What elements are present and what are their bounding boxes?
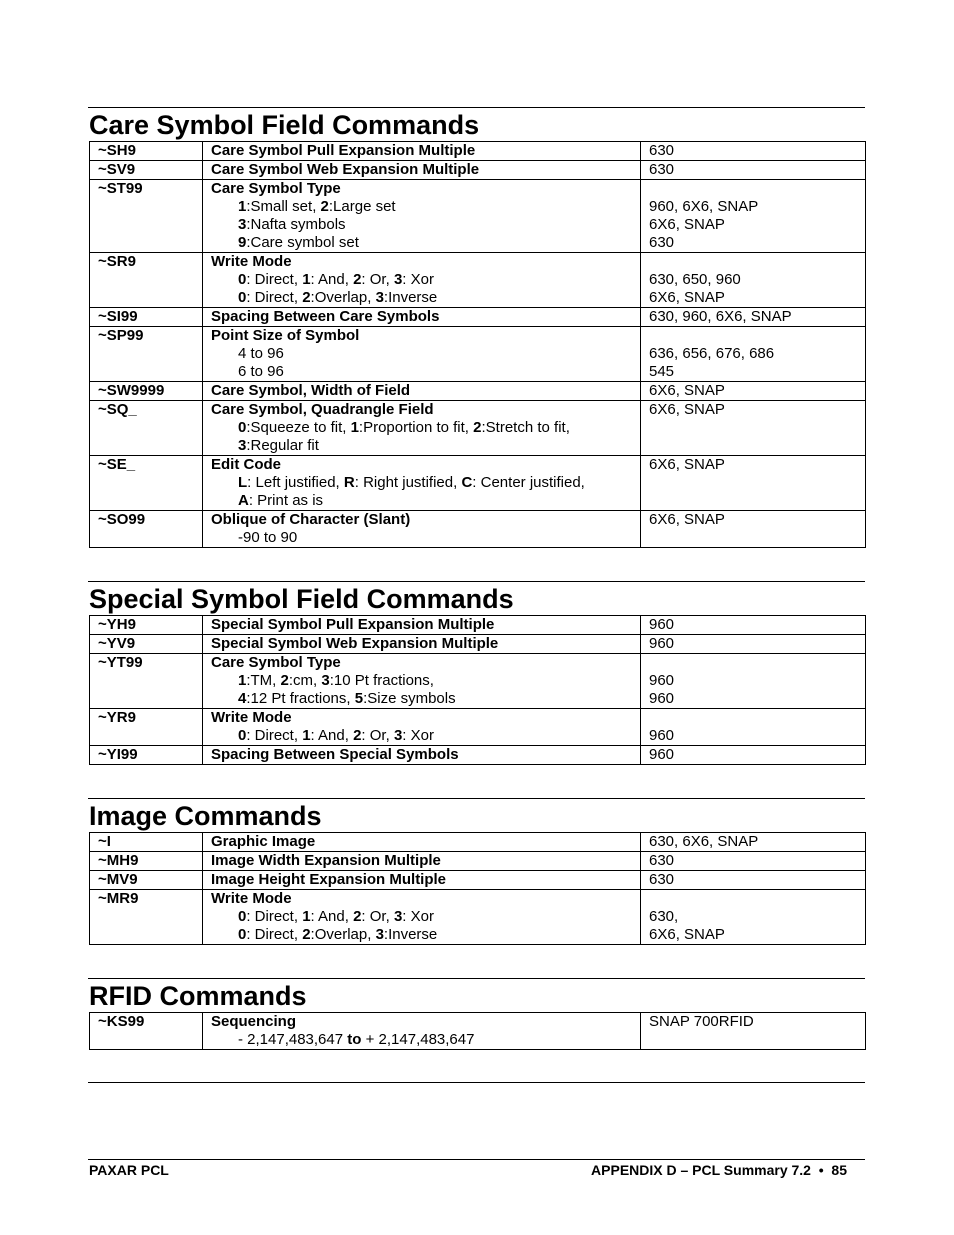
bold-text: 3: [393, 271, 403, 288]
bold-text: 0: [238, 289, 247, 306]
command-title: [211, 833, 632, 851]
text: 6 to 96: [238, 363, 284, 380]
bold-text: 0: [238, 926, 247, 943]
printer-models: [641, 253, 866, 308]
command-title: [211, 871, 632, 889]
command-description: [203, 456, 641, 511]
command-option-line: [211, 529, 632, 547]
bold-text: 0: [238, 908, 247, 925]
model-list-line: 636, 656, 676, 686: [649, 345, 775, 362]
bold-text: to: [347, 1031, 362, 1048]
text: : Right justified,: [354, 474, 462, 491]
bold-text: Sequencing: [211, 1013, 297, 1030]
command-code: ~SP99: [90, 327, 203, 382]
text: :Care symbol set: [246, 234, 359, 251]
command-option-line: [211, 216, 632, 234]
text: -90 to 90: [238, 529, 298, 546]
bold-text: Image Height Expansion Multiple: [211, 871, 447, 888]
command-table: [89, 1012, 866, 1050]
command-description: [203, 161, 641, 180]
bold-text: 1: [302, 908, 311, 925]
bold-text: 0: [238, 271, 247, 288]
bold-text: Spacing Between Special Symbols: [211, 746, 459, 763]
command-option-line: [211, 363, 632, 381]
special-symbol-section: [89, 583, 865, 765]
command-title: [211, 456, 632, 474]
bold-text: 3: [238, 216, 247, 233]
text: + 2,147,483,647: [361, 1031, 475, 1048]
command-description: [203, 308, 641, 327]
command-title: [211, 852, 632, 870]
command-code: ~KS99: [90, 1013, 203, 1050]
bold-text: Oblique of Character (Slant): [211, 511, 411, 528]
text: :TM,: [246, 672, 281, 689]
text: : Xor: [402, 727, 434, 744]
command-row: [90, 616, 866, 635]
text: : Direct,: [246, 926, 303, 943]
bold-text: 9: [238, 234, 247, 251]
command-title: [211, 746, 632, 764]
command-description: [203, 635, 641, 654]
command-description: [203, 709, 641, 746]
command-title: [211, 635, 632, 653]
command-row: [90, 308, 866, 327]
text: : Print as is: [248, 492, 324, 509]
model-list-line: 6X6, SNAP: [649, 926, 725, 943]
command-row: [90, 746, 866, 765]
command-title: [211, 511, 632, 529]
rfid-commands-section: [89, 980, 865, 1050]
bold-text: 4: [238, 690, 247, 707]
bold-text: 2: [353, 271, 362, 288]
command-code: ~SR9: [90, 253, 203, 308]
bold-text: 2: [320, 198, 329, 215]
text: : Xor: [402, 908, 434, 925]
text: :12 Pt fractions,: [246, 690, 355, 707]
bold-text: Edit Code: [211, 456, 281, 473]
command-description: [203, 890, 641, 945]
model-list-line: [649, 654, 857, 672]
printer-models: [641, 456, 866, 511]
end-divider: [88, 1082, 865, 1083]
model-list-line: 6X6, SNAP: [649, 216, 725, 233]
command-option-line: [211, 690, 632, 708]
command-description: [203, 253, 641, 308]
command-row: [90, 511, 866, 548]
command-description: [203, 327, 641, 382]
command-option-line: [211, 908, 632, 926]
bold-text: Write Mode: [211, 890, 292, 907]
bold-text: 0: [238, 727, 247, 744]
model-list-line: [649, 327, 857, 345]
text: : Xor: [402, 271, 434, 288]
section-divider: [88, 978, 865, 979]
text: :10 Pt fractions,: [329, 672, 434, 689]
command-row: [90, 253, 866, 308]
command-option-line: [211, 727, 632, 745]
command-row: [90, 833, 866, 852]
command-description: [203, 616, 641, 635]
command-row: [90, 635, 866, 654]
model-list-line: 630: [649, 142, 675, 159]
model-list-line: 960: [649, 727, 675, 744]
command-title: [211, 253, 632, 271]
command-description: [203, 871, 641, 890]
printer-models: [641, 709, 866, 746]
command-title: [211, 327, 632, 345]
bold-text: 0: [238, 419, 247, 436]
command-code: ~MH9: [90, 852, 203, 871]
bold-text: Care Symbol, Quadrangle Field: [211, 401, 434, 418]
command-row: [90, 852, 866, 871]
command-code: ~SV9: [90, 161, 203, 180]
command-row: [90, 709, 866, 746]
printer-models: [641, 616, 866, 635]
command-code: ~MR9: [90, 890, 203, 945]
command-description: [203, 401, 641, 456]
model-list-line: 960, 6X6, SNAP: [649, 198, 759, 215]
text: :Squeeze to fit,: [246, 419, 351, 436]
command-option-line: [211, 926, 632, 944]
command-row: [90, 142, 866, 161]
command-row: [90, 654, 866, 709]
section-title: Image Commands: [89, 801, 322, 831]
model-list-line: 630: [649, 161, 675, 178]
bold-text: R: [343, 474, 355, 491]
footer-right: APPENDIX D – PCL Summary 7.2 • 85: [591, 1162, 847, 1178]
model-list-line: [649, 180, 857, 198]
printer-models: [641, 308, 866, 327]
bold-text: Care Symbol Type: [211, 180, 341, 197]
bold-text: 3: [375, 289, 384, 306]
section-title: Care Symbol Field Commands: [89, 110, 480, 140]
command-title: [211, 382, 632, 400]
command-option-line: [211, 234, 632, 252]
command-description: [203, 382, 641, 401]
command-row: [90, 327, 866, 382]
section-divider: [88, 107, 865, 108]
command-description: [203, 852, 641, 871]
text: :Inverse: [383, 289, 438, 306]
printer-models: [641, 871, 866, 890]
command-title: [211, 308, 632, 326]
bold-text: 1: [238, 672, 247, 689]
model-list-line: 545: [649, 363, 675, 380]
model-list-line: 630, 650, 960: [649, 271, 741, 288]
bold-text: 1: [302, 271, 311, 288]
command-option-line: [211, 492, 632, 510]
printer-models: [641, 142, 866, 161]
text: :Regular fit: [246, 437, 319, 454]
text: :Stretch to fit,: [481, 419, 570, 436]
printer-models: [641, 511, 866, 548]
command-option-line: [211, 672, 632, 690]
command-row: [90, 180, 866, 253]
command-title: [211, 401, 632, 419]
care-symbol-section: [89, 109, 865, 548]
model-list-line: 630: [649, 852, 675, 869]
command-option-line: [211, 289, 632, 307]
image-commands-section: [89, 800, 865, 945]
text: :Nafta symbols: [246, 216, 346, 233]
text: : And,: [310, 727, 354, 744]
bold-text: A: [238, 492, 249, 509]
model-list-line: [649, 709, 857, 727]
bold-text: 2: [280, 672, 289, 689]
command-option-line: [211, 1031, 632, 1049]
text: - 2,147,483,647: [238, 1031, 348, 1048]
bold-text: Image Width Expansion Multiple: [211, 852, 441, 869]
command-code: ~MV9: [90, 871, 203, 890]
bold-text: Graphic Image: [211, 833, 316, 850]
model-list-line: [649, 253, 857, 271]
model-list-line: SNAP 700RFID: [649, 1013, 754, 1030]
command-code: ~SW9999: [90, 382, 203, 401]
command-description: [203, 142, 641, 161]
command-row: [90, 1013, 866, 1050]
bold-text: Point Size of Symbol: [211, 327, 360, 344]
text: :Small set,: [246, 198, 321, 215]
command-table: [89, 832, 866, 945]
bold-text: 5: [354, 690, 364, 707]
command-code: ~YH9: [90, 616, 203, 635]
model-list-line: [649, 890, 857, 908]
model-list-line: 960: [649, 672, 675, 689]
command-option-line: [211, 437, 632, 455]
text: : Direct,: [246, 727, 303, 744]
model-list-line: 630: [649, 234, 675, 251]
model-list-line: 960: [649, 635, 675, 652]
command-title: [211, 142, 632, 160]
command-row: [90, 401, 866, 456]
bold-text: 2: [353, 727, 362, 744]
command-code: ~YT99: [90, 654, 203, 709]
text: :Inverse: [383, 926, 438, 943]
text: :cm,: [288, 672, 322, 689]
text: :Overlap,: [310, 926, 376, 943]
command-option-line: [211, 271, 632, 289]
command-description: [203, 1013, 641, 1050]
command-code: ~I: [90, 833, 203, 852]
text: : Direct,: [246, 271, 303, 288]
bold-text: 2: [302, 926, 311, 943]
printer-models: [641, 180, 866, 253]
command-option-line: [211, 419, 632, 437]
bold-text: Write Mode: [211, 709, 292, 726]
bold-text: 3: [393, 727, 403, 744]
command-code: ~SO99: [90, 511, 203, 548]
bold-text: Care Symbol Pull Expansion Multiple: [211, 142, 476, 159]
text: : Direct,: [246, 289, 303, 306]
text: : Direct,: [246, 908, 303, 925]
bold-text: Spacing Between Care Symbols: [211, 308, 440, 325]
command-code: ~SE_: [90, 456, 203, 511]
command-table: [89, 615, 866, 765]
command-code: ~SH9: [90, 142, 203, 161]
command-code: ~YV9: [90, 635, 203, 654]
command-code: ~SQ_: [90, 401, 203, 456]
bold-text: 2: [302, 289, 311, 306]
bold-text: C: [461, 474, 473, 491]
command-option-line: [211, 198, 632, 216]
model-list-line: 630: [649, 871, 675, 888]
command-code: ~YR9: [90, 709, 203, 746]
command-row: [90, 890, 866, 945]
printer-models: [641, 1013, 866, 1050]
text: :Size symbols: [363, 690, 456, 707]
command-title: [211, 161, 632, 179]
command-code: ~SI99: [90, 308, 203, 327]
command-description: [203, 746, 641, 765]
text: : Or,: [361, 908, 394, 925]
model-list-line: 960: [649, 690, 675, 707]
command-table: [89, 141, 866, 548]
text: : Center justified,: [472, 474, 585, 491]
bold-text: Care Symbol, Width of Field: [211, 382, 411, 399]
printer-models: [641, 635, 866, 654]
text: :Overlap,: [310, 289, 376, 306]
section-title: RFID Commands: [89, 981, 307, 1011]
command-row: [90, 382, 866, 401]
printer-models: [641, 852, 866, 871]
command-option-line: [211, 474, 632, 492]
printer-models: [641, 401, 866, 456]
model-list-line: 6X6, SNAP: [649, 401, 725, 418]
section-divider: [88, 798, 865, 799]
text: :Large set: [328, 198, 396, 215]
text: : And,: [310, 908, 354, 925]
text: : And,: [310, 271, 354, 288]
bold-text: 1: [350, 419, 359, 436]
command-title: [211, 180, 632, 198]
command-title: [211, 709, 632, 727]
bold-text: L: [238, 474, 248, 491]
command-row: [90, 161, 866, 180]
bold-text: Care Symbol Type: [211, 654, 341, 671]
bold-text: 3: [238, 437, 247, 454]
bold-text: 3: [321, 672, 330, 689]
command-row: [90, 871, 866, 890]
command-title: [211, 616, 632, 634]
model-list-line: 630,: [649, 908, 679, 925]
command-description: [203, 654, 641, 709]
footer-left: PAXAR PCL: [89, 1162, 169, 1178]
model-list-line: 630, 6X6, SNAP: [649, 833, 759, 850]
bold-text: 3: [375, 926, 384, 943]
command-description: [203, 180, 641, 253]
model-list-line: 6X6, SNAP: [649, 456, 725, 473]
bold-text: 2: [353, 908, 362, 925]
text: 4 to 96: [238, 345, 284, 362]
bold-text: 2: [473, 419, 482, 436]
text: : Left justified,: [247, 474, 344, 491]
printer-models: [641, 890, 866, 945]
command-code: ~ST99: [90, 180, 203, 253]
text: :Proportion to fit,: [358, 419, 474, 436]
bold-text: Special Symbol Pull Expansion Multiple: [211, 616, 495, 633]
model-list-line: 630, 960, 6X6, SNAP: [649, 308, 792, 325]
command-title: [211, 654, 632, 672]
printer-models: [641, 382, 866, 401]
bold-text: Write Mode: [211, 253, 292, 270]
section-divider: [88, 581, 865, 582]
text: : Or,: [361, 727, 394, 744]
printer-models: [641, 327, 866, 382]
bold-text: Special Symbol Web Expansion Multiple: [211, 635, 499, 652]
printer-models: [641, 654, 866, 709]
command-title: [211, 1013, 632, 1031]
command-description: [203, 833, 641, 852]
bold-text: 1: [238, 198, 247, 215]
command-option-line: [211, 345, 632, 363]
printer-models: [641, 746, 866, 765]
model-list-line: 960: [649, 616, 675, 633]
section-title: Special Symbol Field Commands: [89, 584, 514, 614]
command-title: [211, 890, 632, 908]
model-list-line: 6X6, SNAP: [649, 511, 725, 528]
command-description: [203, 511, 641, 548]
text: : Or,: [361, 271, 394, 288]
command-row: [90, 456, 866, 511]
printer-models: [641, 833, 866, 852]
printer-models: [641, 161, 866, 180]
bold-text: 3: [393, 908, 403, 925]
bold-text: Care Symbol Web Expansion Multiple: [211, 161, 480, 178]
model-list-line: 960: [649, 746, 675, 763]
model-list-line: 6X6, SNAP: [649, 289, 725, 306]
bold-text: 1: [302, 727, 311, 744]
model-list-line: 6X6, SNAP: [649, 382, 725, 399]
command-code: ~YI99: [90, 746, 203, 765]
